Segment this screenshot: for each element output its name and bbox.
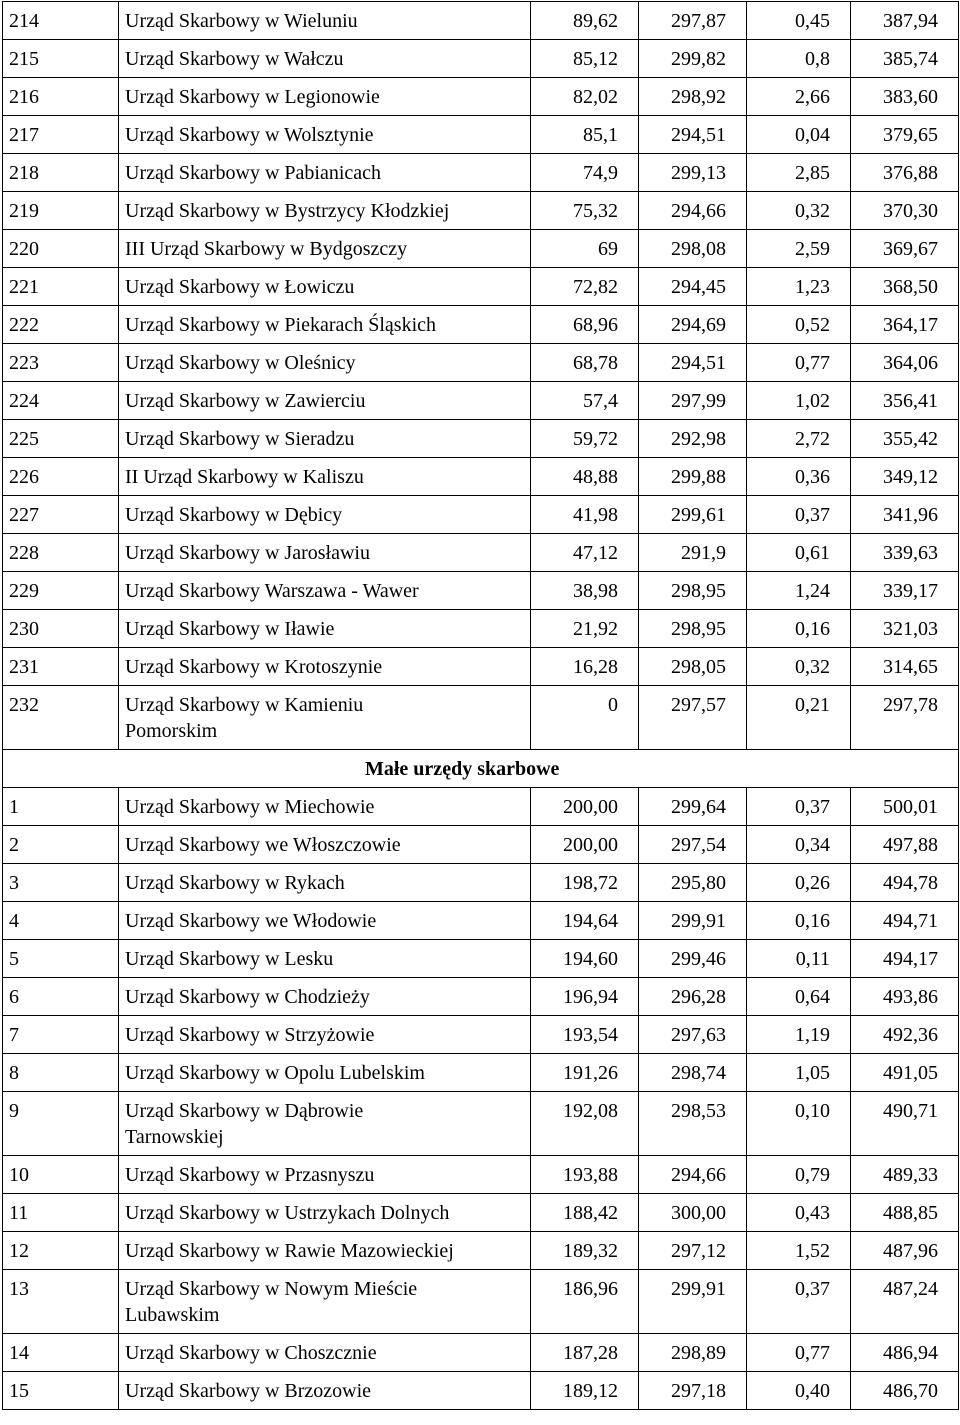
- value-total: 492,36: [851, 1016, 959, 1054]
- value-b: 297,12: [639, 1232, 747, 1270]
- value-b: 291,9: [639, 534, 747, 572]
- value-a: 16,28: [531, 648, 639, 686]
- value-total: 385,74: [851, 40, 959, 78]
- office-name: Urząd Skarbowy w Dębicy: [119, 496, 531, 534]
- value-c: 0,10: [747, 1092, 851, 1156]
- value-a: 21,92: [531, 610, 639, 648]
- table-row: [3, 610, 959, 648]
- table-row: [3, 496, 959, 534]
- office-name: Urząd Skarbowy w Ustrzykach Dolnych: [119, 1194, 531, 1232]
- row-number: 15: [3, 1372, 119, 1410]
- row-number: 10: [3, 1156, 119, 1194]
- value-c: 0,79: [747, 1156, 851, 1194]
- value-a: 85,12: [531, 40, 639, 78]
- table-row: [3, 40, 959, 78]
- value-total: 486,94: [851, 1334, 959, 1372]
- office-name: Urząd Skarbowy we Włoszczowie: [119, 826, 531, 864]
- value-total: 339,63: [851, 534, 959, 572]
- value-total: 355,42: [851, 420, 959, 458]
- value-b: 297,99: [639, 382, 747, 420]
- office-name: Urząd Skarbowy w Nowym Mieście Lubawskim: [119, 1270, 531, 1334]
- value-c: 0,04: [747, 116, 851, 154]
- row-number: 2: [3, 826, 119, 864]
- office-name: Urząd Skarbowy w Wolsztynie: [119, 116, 531, 154]
- office-name: Urząd Skarbowy w Łowiczu: [119, 268, 531, 306]
- row-number: 217: [3, 116, 119, 154]
- table-row: [3, 648, 959, 686]
- value-b: 299,64: [639, 788, 747, 826]
- value-a: 192,08: [531, 1092, 639, 1156]
- table-row: [3, 192, 959, 230]
- table-row: [3, 458, 959, 496]
- table-row: [3, 978, 959, 1016]
- value-total: 487,24: [851, 1270, 959, 1334]
- table-row: [3, 306, 959, 344]
- value-b: 298,05: [639, 648, 747, 686]
- value-total: 341,96: [851, 496, 959, 534]
- value-c: 0,37: [747, 788, 851, 826]
- value-b: 297,54: [639, 826, 747, 864]
- value-a: 196,94: [531, 978, 639, 1016]
- value-c: 0,8: [747, 40, 851, 78]
- value-a: 72,82: [531, 268, 639, 306]
- value-a: 75,32: [531, 192, 639, 230]
- value-c: 0,34: [747, 826, 851, 864]
- office-name: Urząd Skarbowy w Zawierciu: [119, 382, 531, 420]
- value-a: 194,64: [531, 902, 639, 940]
- row-number: 13: [3, 1270, 119, 1334]
- value-total: 486,70: [851, 1372, 959, 1410]
- value-c: 2,85: [747, 154, 851, 192]
- value-a: 74,9: [531, 154, 639, 192]
- value-b: 294,66: [639, 1156, 747, 1194]
- row-number: 226: [3, 458, 119, 496]
- office-name: Urząd Skarbowy w Pabianicach: [119, 154, 531, 192]
- value-c: 1,02: [747, 382, 851, 420]
- value-b: 297,63: [639, 1016, 747, 1054]
- value-a: 200,00: [531, 788, 639, 826]
- value-c: 1,05: [747, 1054, 851, 1092]
- value-c: 0,52: [747, 306, 851, 344]
- value-a: 68,96: [531, 306, 639, 344]
- value-total: 369,67: [851, 230, 959, 268]
- office-name: Urząd Skarbowy w Wieluniu: [119, 2, 531, 40]
- value-b: 297,18: [639, 1372, 747, 1410]
- value-b: 298,92: [639, 78, 747, 116]
- row-number: 12: [3, 1232, 119, 1270]
- value-a: 38,98: [531, 572, 639, 610]
- row-number: 218: [3, 154, 119, 192]
- table-row: [3, 1194, 959, 1232]
- office-name: Urząd Skarbowy w Oleśnicy: [119, 344, 531, 382]
- table-row: [3, 902, 959, 940]
- table-row: [3, 1092, 959, 1156]
- office-name: Urząd Skarbowy w Iławie: [119, 610, 531, 648]
- value-a: 200,00: [531, 826, 639, 864]
- table-row: [3, 116, 959, 154]
- value-b: 297,57: [639, 686, 747, 750]
- row-number: 215: [3, 40, 119, 78]
- value-b: 294,51: [639, 344, 747, 382]
- section-header: [3, 750, 959, 788]
- value-a: 189,32: [531, 1232, 639, 1270]
- value-a: 186,96: [531, 1270, 639, 1334]
- office-name: Urząd Skarbowy Warszawa - Wawer: [119, 572, 531, 610]
- value-a: 191,26: [531, 1054, 639, 1092]
- office-name: Urząd Skarbowy w Chodzieży: [119, 978, 531, 1016]
- table-row: [3, 1372, 959, 1410]
- table-row: [3, 572, 959, 610]
- office-name: Urząd Skarbowy w Sieradzu: [119, 420, 531, 458]
- value-c: 2,72: [747, 420, 851, 458]
- table-row: [3, 1334, 959, 1372]
- value-c: 0,64: [747, 978, 851, 1016]
- row-number: 219: [3, 192, 119, 230]
- value-total: 368,50: [851, 268, 959, 306]
- value-total: 494,78: [851, 864, 959, 902]
- row-number: 221: [3, 268, 119, 306]
- value-c: 1,19: [747, 1016, 851, 1054]
- value-a: 0: [531, 686, 639, 750]
- office-name: Urząd Skarbowy w Bystrzycy Kłodzkiej: [119, 192, 531, 230]
- value-b: 299,46: [639, 940, 747, 978]
- value-b: 294,45: [639, 268, 747, 306]
- table-row: [3, 420, 959, 458]
- value-c: 0,32: [747, 648, 851, 686]
- table-row: [3, 382, 959, 420]
- office-name: Urząd Skarbowy w Strzyżowie: [119, 1016, 531, 1054]
- office-name: Urząd Skarbowy w Krotoszynie: [119, 648, 531, 686]
- ranking-table: [2, 1, 959, 1410]
- value-a: 194,60: [531, 940, 639, 978]
- value-total: 488,85: [851, 1194, 959, 1232]
- table-row: [3, 230, 959, 268]
- value-c: 0,32: [747, 192, 851, 230]
- value-b: 299,91: [639, 1270, 747, 1334]
- row-number: 228: [3, 534, 119, 572]
- value-b: 298,89: [639, 1334, 747, 1372]
- value-a: 41,98: [531, 496, 639, 534]
- office-name: Urząd Skarbowy w Brzozowie: [119, 1372, 531, 1410]
- value-b: 292,98: [639, 420, 747, 458]
- value-a: 193,54: [531, 1016, 639, 1054]
- value-total: 297,78: [851, 686, 959, 750]
- value-total: 494,17: [851, 940, 959, 978]
- row-number: 14: [3, 1334, 119, 1372]
- row-number: 8: [3, 1054, 119, 1092]
- value-a: 59,72: [531, 420, 639, 458]
- value-a: 48,88: [531, 458, 639, 496]
- value-a: 85,1: [531, 116, 639, 154]
- row-number: 224: [3, 382, 119, 420]
- value-a: 47,12: [531, 534, 639, 572]
- value-c: 0,45: [747, 2, 851, 40]
- value-c: 0,61: [747, 534, 851, 572]
- value-b: 300,00: [639, 1194, 747, 1232]
- office-name: Urząd Skarbowy w Lesku: [119, 940, 531, 978]
- table-row: [3, 1270, 959, 1334]
- office-name: Urząd Skarbowy w Piekarach Śląskich: [119, 306, 531, 344]
- table-row: [3, 344, 959, 382]
- value-total: 370,30: [851, 192, 959, 230]
- value-c: 0,43: [747, 1194, 851, 1232]
- table-row: [3, 2, 959, 40]
- row-number: 232: [3, 686, 119, 750]
- table-row: [3, 686, 959, 750]
- table-row: [3, 78, 959, 116]
- value-total: 339,17: [851, 572, 959, 610]
- large-offices-section: [3, 2, 959, 750]
- table-row: [3, 1016, 959, 1054]
- office-name: III Urząd Skarbowy w Bydgoszczy: [119, 230, 531, 268]
- value-total: 379,65: [851, 116, 959, 154]
- value-total: 321,03: [851, 610, 959, 648]
- value-total: 364,06: [851, 344, 959, 382]
- row-number: 220: [3, 230, 119, 268]
- value-b: 299,82: [639, 40, 747, 78]
- row-number: 222: [3, 306, 119, 344]
- value-total: 376,88: [851, 154, 959, 192]
- value-c: 1,23: [747, 268, 851, 306]
- table-row: [3, 1232, 959, 1270]
- value-b: 298,95: [639, 572, 747, 610]
- value-total: 490,71: [851, 1092, 959, 1156]
- value-total: 364,17: [851, 306, 959, 344]
- table-row: [3, 268, 959, 306]
- value-b: 298,08: [639, 230, 747, 268]
- office-name: Urząd Skarbowy w Wałczu: [119, 40, 531, 78]
- row-number: 9: [3, 1092, 119, 1156]
- row-number: 225: [3, 420, 119, 458]
- row-number: 11: [3, 1194, 119, 1232]
- row-number: 230: [3, 610, 119, 648]
- value-b: 294,51: [639, 116, 747, 154]
- office-name: Urząd Skarbowy w Miechowie: [119, 788, 531, 826]
- row-number: 231: [3, 648, 119, 686]
- value-total: 383,60: [851, 78, 959, 116]
- value-total: 349,12: [851, 458, 959, 496]
- value-total: 491,05: [851, 1054, 959, 1092]
- table-row: [3, 534, 959, 572]
- office-name: II Urząd Skarbowy w Kaliszu: [119, 458, 531, 496]
- value-a: 187,28: [531, 1334, 639, 1372]
- value-c: 0,37: [747, 496, 851, 534]
- value-c: 0,26: [747, 864, 851, 902]
- value-total: 387,94: [851, 2, 959, 40]
- office-name: Urząd Skarbowy w Rawie Mazowieckiej: [119, 1232, 531, 1270]
- table-row: [3, 788, 959, 826]
- value-b: 299,91: [639, 902, 747, 940]
- table-row: [3, 940, 959, 978]
- row-number: 229: [3, 572, 119, 610]
- value-b: 299,61: [639, 496, 747, 534]
- value-b: 297,87: [639, 2, 747, 40]
- value-a: 57,4: [531, 382, 639, 420]
- row-number: 1: [3, 788, 119, 826]
- value-c: 0,37: [747, 1270, 851, 1334]
- section-title: Małe urzędy skarbowe: [3, 750, 959, 788]
- office-name: Urząd Skarbowy w Kamieniu Pomorskim: [119, 686, 531, 750]
- value-c: 2,66: [747, 78, 851, 116]
- value-c: 0,11: [747, 940, 851, 978]
- value-a: 69: [531, 230, 639, 268]
- office-name: Urząd Skarbowy w Przasnyszu: [119, 1156, 531, 1194]
- value-b: 295,80: [639, 864, 747, 902]
- value-total: 494,71: [851, 902, 959, 940]
- value-b: 299,88: [639, 458, 747, 496]
- small-offices-section: [3, 788, 959, 1410]
- value-total: 500,01: [851, 788, 959, 826]
- office-name: Urząd Skarbowy w Jarosławiu: [119, 534, 531, 572]
- row-number: 7: [3, 1016, 119, 1054]
- value-b: 294,69: [639, 306, 747, 344]
- row-number: 216: [3, 78, 119, 116]
- value-a: 89,62: [531, 2, 639, 40]
- value-total: 356,41: [851, 382, 959, 420]
- value-total: 487,96: [851, 1232, 959, 1270]
- office-name: Urząd Skarbowy w Choszcznie: [119, 1334, 531, 1372]
- row-number: 227: [3, 496, 119, 534]
- row-number: 5: [3, 940, 119, 978]
- value-a: 82,02: [531, 78, 639, 116]
- office-name: Urząd Skarbowy w Rykach: [119, 864, 531, 902]
- value-c: 0,16: [747, 610, 851, 648]
- value-a: 193,88: [531, 1156, 639, 1194]
- value-a: 198,72: [531, 864, 639, 902]
- value-b: 294,66: [639, 192, 747, 230]
- table-row: [3, 826, 959, 864]
- value-a: 189,12: [531, 1372, 639, 1410]
- value-c: 1,52: [747, 1232, 851, 1270]
- value-c: 0,36: [747, 458, 851, 496]
- row-number: 6: [3, 978, 119, 1016]
- table-row: [3, 1156, 959, 1194]
- row-number: 3: [3, 864, 119, 902]
- value-b: 296,28: [639, 978, 747, 1016]
- table-row: [3, 864, 959, 902]
- value-b: 298,95: [639, 610, 747, 648]
- value-c: 0,40: [747, 1372, 851, 1410]
- table-row: [3, 154, 959, 192]
- value-b: 298,53: [639, 1092, 747, 1156]
- value-c: 0,16: [747, 902, 851, 940]
- value-total: 489,33: [851, 1156, 959, 1194]
- row-number: 214: [3, 2, 119, 40]
- value-c: 0,77: [747, 1334, 851, 1372]
- row-number: 223: [3, 344, 119, 382]
- table-row: [3, 1054, 959, 1092]
- office-name: Urząd Skarbowy w Dąbrowie Tarnowskiej: [119, 1092, 531, 1156]
- value-a: 68,78: [531, 344, 639, 382]
- value-c: 0,77: [747, 344, 851, 382]
- value-a: 188,42: [531, 1194, 639, 1232]
- office-name: Urząd Skarbowy w Opolu Lubelskim: [119, 1054, 531, 1092]
- office-name: Urząd Skarbowy we Włodowie: [119, 902, 531, 940]
- value-total: 497,88: [851, 826, 959, 864]
- value-c: 2,59: [747, 230, 851, 268]
- value-c: 0,21: [747, 686, 851, 750]
- value-b: 299,13: [639, 154, 747, 192]
- value-total: 314,65: [851, 648, 959, 686]
- value-b: 298,74: [639, 1054, 747, 1092]
- value-total: 493,86: [851, 978, 959, 1016]
- office-name: Urząd Skarbowy w Legionowie: [119, 78, 531, 116]
- row-number: 4: [3, 902, 119, 940]
- value-c: 1,24: [747, 572, 851, 610]
